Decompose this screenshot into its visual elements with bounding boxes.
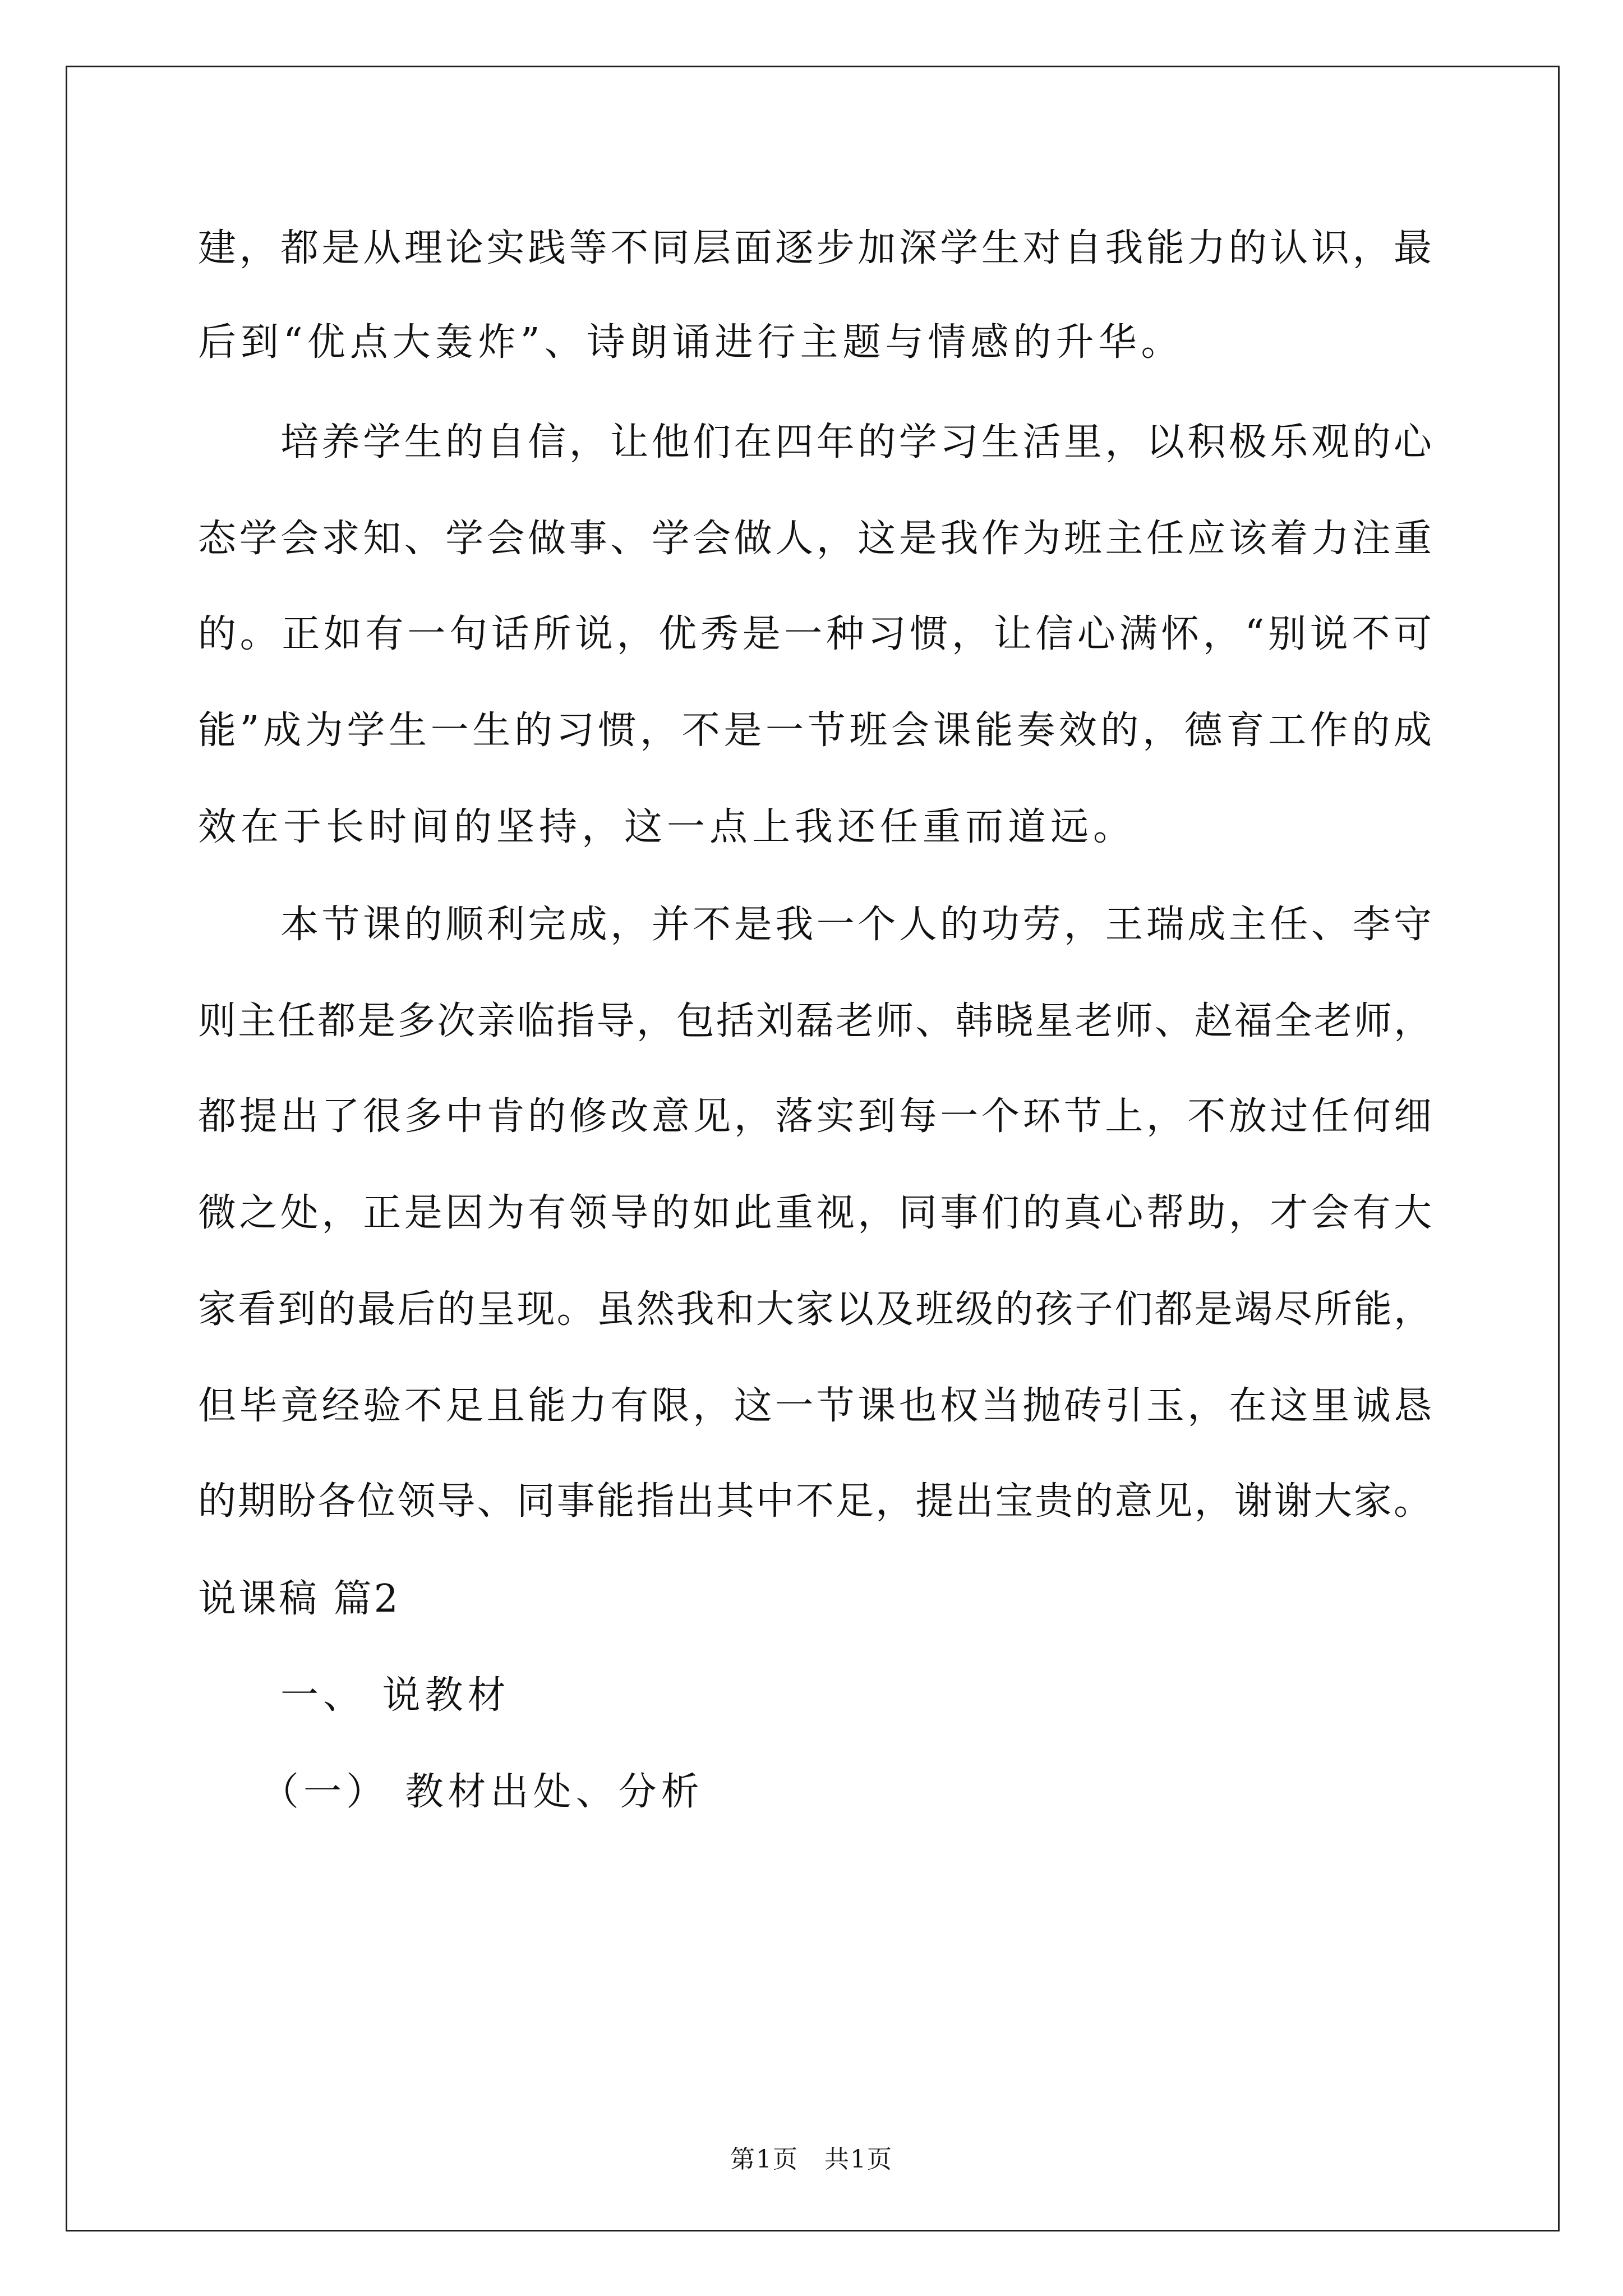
page-footer: 第1页 共1页 xyxy=(730,2145,893,2174)
body-line: 建，都是从理论实践等不同层面逐步加深学生对自我能力的认识，最 xyxy=(198,226,1432,270)
body-line: 能”成为学生一生的习惯，不是一节班会课能奏效的，德育工作的成 xyxy=(198,708,1432,753)
body-line: 的期盼各位领导、同事能指出其中不足，提出宝贵的意见，谢谢大家。 xyxy=(198,1479,1432,1524)
section-title: 说课稿 篇2 xyxy=(198,1577,400,1621)
body-line: 培养学生的自信，让他们在四年的学习生活里，以积极乐观的心 xyxy=(280,420,1432,464)
body-line: 的。正如有一句话所说，优秀是一种习惯，让信心满怀，“别说不可 xyxy=(198,612,1432,656)
body-line: 家看到的最后的呈现。虽然我和大家以及班级的孩子们都是竭尽所能， xyxy=(198,1287,1432,1332)
body-line: 则主任都是多次亲临指导，包括刘磊老师、韩晓星老师、赵福全老师， xyxy=(198,999,1432,1043)
body-line: 但毕竟经验不足且能力有限，这一节课也权当抛砖引玉，在这里诚恳 xyxy=(198,1384,1432,1428)
body-line: 效在于长时间的坚持，这一点上我还任重而道远。 xyxy=(198,805,1136,849)
body-line: 都提出了很多中肯的修改意见，落实到每一个环节上，不放过任何细 xyxy=(198,1094,1432,1139)
body-line: 本节课的顺利完成，并不是我一个人的功劳，王瑞成主任、李守 xyxy=(280,903,1432,947)
heading-level-1: 一、 说教材 xyxy=(280,1673,510,1718)
heading-level-2: （一） 教材出处、分析 xyxy=(261,1770,704,1814)
page-border xyxy=(66,66,1560,2231)
body-line: 微之处，正是因为有领导的如此重视，同事们的真心帮助，才会有大 xyxy=(198,1191,1432,1235)
body-line: 态学会求知、学会做事、学会做人，这是我作为班主任应该着力注重 xyxy=(198,517,1432,561)
body-line: 后到“优点大轰炸”、诗朗诵进行主题与情感的升华。 xyxy=(198,320,1184,365)
